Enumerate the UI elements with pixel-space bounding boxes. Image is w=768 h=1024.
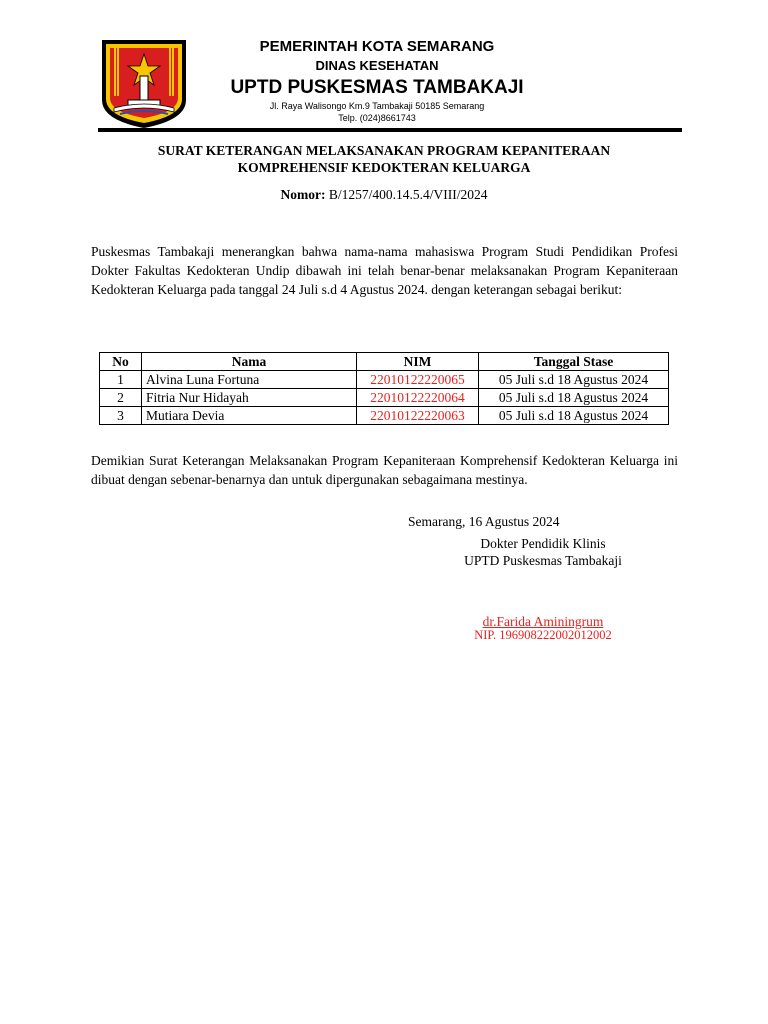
table-row [100,371,669,389]
row-no: 2 [100,389,142,407]
row-nama: Alvina Luna Fortuna [142,371,357,389]
header-nim: NIM [357,353,479,371]
student-table [99,352,669,425]
letter-number [90,187,678,203]
government-name: PEMERINTAH KOTA SEMARANG [259,38,495,55]
signatory-name: dr.Farida Aminingrum [482,614,604,629]
letter-title-line-1: SURAT KETERANGAN MELAKSANAKAN PROGRAM KEPANITERAAN [157,143,611,158]
letter-title-line-2: KOMPREHENSIF KEDOKTERAN KELUARGA [237,160,531,175]
semarang-city-emblem-icon [98,38,190,130]
row-nim: 22010122220063 [357,407,479,425]
row-no: 1 [100,371,142,389]
letter-number-label: Nomor: [280,187,326,202]
table-header-row [100,353,669,371]
department-name: DINAS KESEHATAN [315,58,439,73]
header-no: No [100,353,142,371]
signature-role-line-1: Dokter Pendidik Klinis [480,536,606,551]
institution-name: UPTD PUSKESMAS TAMBAKAJI [230,77,524,98]
table-row [100,407,669,425]
row-no: 3 [100,407,142,425]
row-nama: Fitria Nur Hidayah [142,389,357,407]
row-nim: 22010122220064 [357,389,479,407]
intro-paragraph: Puskesmas Tambakaji menerangkan bahwa nama-nama mahasiswa Program Studi Pendidikan Profesi Dokter Fakultas Kedokteran Undip dibawah ini telah benar-benar melaksanakan Program Kepaniteraan Kedokteran Keluarga pada tanggal 24 Juli s.d 4 Agustus 2024. dengan keterangan sebagai berikut: [91,244,678,297]
header-tanggal: Tanggal Stase [479,353,669,371]
row-tanggal: 05 Juli s.d 18 Agustus 2024 [479,371,669,389]
signature-role-line-2: UPTD Puskesmas Tambakaji [464,553,622,568]
signatory-nip: NIP. 196908222002012002 [474,628,612,642]
letter-title [90,142,678,176]
letterhead [200,38,554,124]
header-nama: Nama [142,353,357,371]
letterhead-divider [98,128,682,132]
row-nim: 22010122220065 [357,371,479,389]
signature-role [448,535,638,569]
row-tanggal: 05 Juli s.d 18 Agustus 2024 [479,389,669,407]
institution-address: Jl. Raya Walisongo Km.9 Tambakaji 50185 Semarang [269,101,485,111]
table-row [100,389,669,407]
letter-number-value: B/1257/400.14.5.4/VIII/2024 [328,187,488,202]
signature-place-date: Semarang, 16 Agustus 2024 [408,514,560,529]
institution-phone: Telp. (024)8661743 [338,113,416,123]
closing-paragraph: Demikian Surat Keterangan Melaksanakan Program Kepaniteraan Komprehensif Kedokteran Keluarga ini dibuat dengan sebenar-benarnya dan untuk dipergunakan sebagaimana mestinya. [91,453,678,487]
row-nama: Mutiara Devia [142,407,357,425]
row-tanggal: 05 Juli s.d 18 Agustus 2024 [479,407,669,425]
